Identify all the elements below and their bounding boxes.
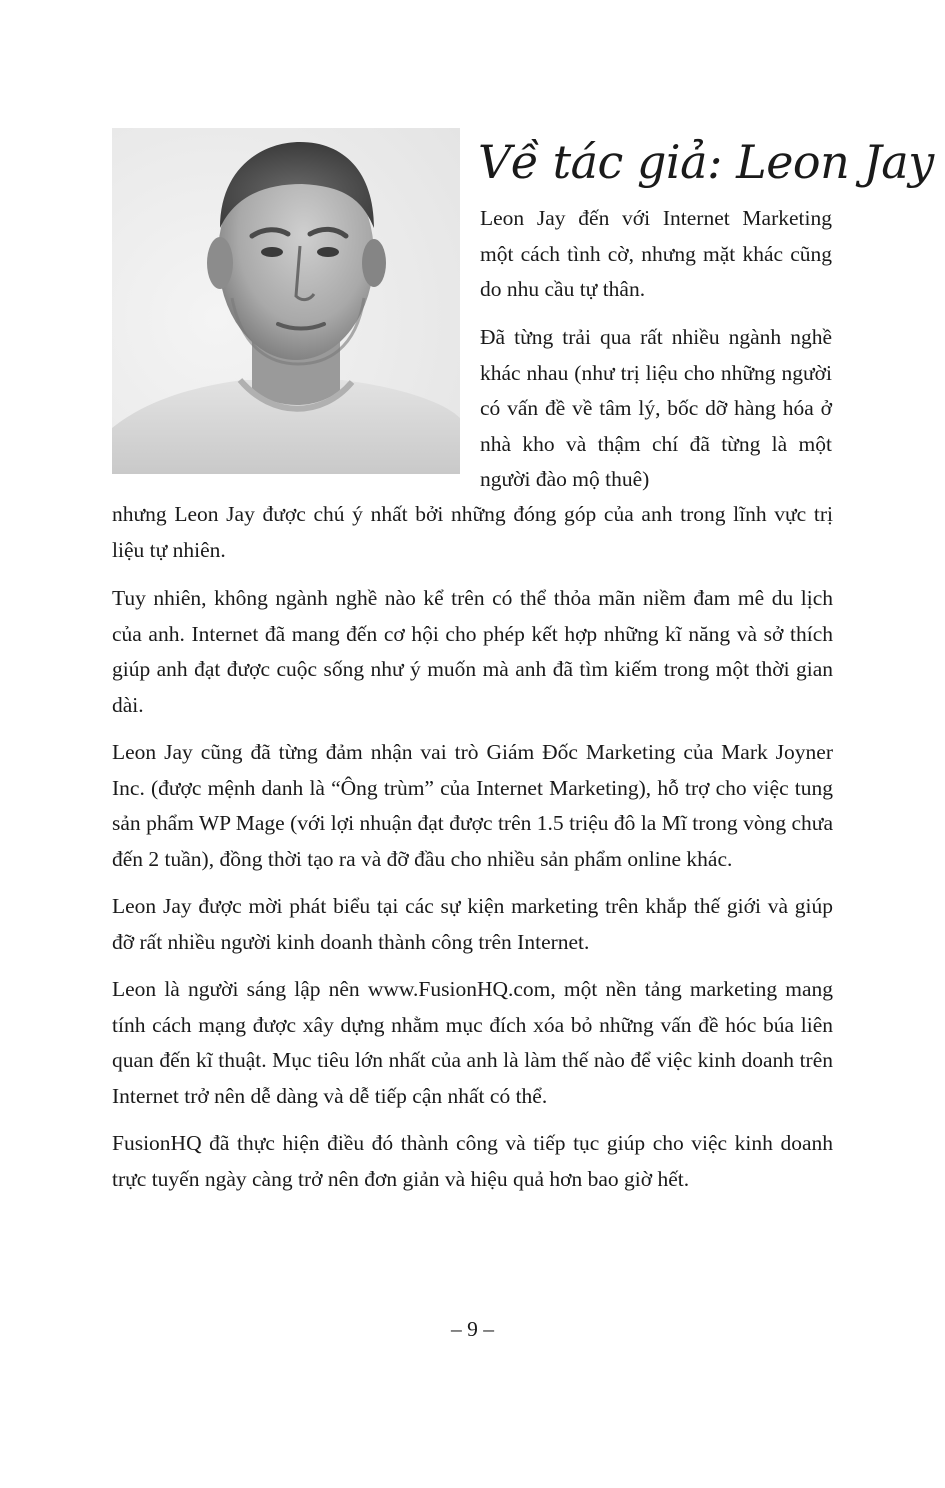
author-portrait-photo xyxy=(112,128,460,474)
intro-paragraph-1: Leon Jay đến với Internet Marketing một cách tình cờ, nhưng mặt khác cũng do nhu cầu tự thân. xyxy=(480,206,832,301)
body-paragraph-3: Leon Jay được mời phát biểu tại các sự kiện marketing trên khắp thế giới và giúp đỡ rất nhiều người kinh doanh thành công trên Internet. xyxy=(112,894,833,954)
body-paragraph-5: FusionHQ đã thực hiện điều đó thành công và tiếp tục giúp cho việc kinh doanh trực tuyến ngày càng trở nên đơn giản và hiệu quả hơn bao giờ hết. xyxy=(112,1131,833,1191)
body-paragraph-4: Leon là người sáng lập nên www.FusionHQ.com, một nền tảng marketing mang tính cách mạng được xây dựng nhằm mục đích xóa bỏ những vấn đề hóc búa liên quan đến kĩ thuật. Mục tiêu lớn nhất của anh là làm thế nào để việc kinh doanh trên Internet trở nên dễ dàng và dễ tiếp cận nhất có thể. xyxy=(112,977,833,1108)
body-paragraph-2: Leon Jay cũng đã từng đảm nhận vai trò Giám Đốc Marketing của Mark Joyner Inc. (được mệnh danh là “Ông trùm” của Internet Marketing), hỗ trợ cho việc tung sản phẩm WP Mage (với lợi nhuận đạt được trên 1.5 triệu đô la Mĩ trong vòng chưa đến 2 tuần), đồng thời tạo ra và đỡ đầu cho nhiều sản phẩm online khác. xyxy=(112,740,833,871)
body-paragraph-1: Tuy nhiên, không ngành nghề nào kể trên có thể thỏa mãn niềm đam mê du lịch của anh. Internet đã mang đến cơ hội cho phép kết hợp những kĩ năng và sở thích giúp anh đạt được cuộc sống như ý muốn mà anh đã tìm kiếm trong một thời gian dài. xyxy=(112,586,833,717)
intro-paragraph-2-continuation: nhưng Leon Jay được chú ý nhất bởi những đóng góp của anh trong lĩnh vực trị liệu tự nhiên. xyxy=(112,502,833,562)
page-title: Về tác giả: Leon Jay xyxy=(478,135,934,189)
author-portrait-drawing xyxy=(112,128,460,474)
intro-paragraph-2: Đã từng trải qua rất nhiều ngành nghề khác nhau (như trị liệu cho những người có vấn đề về tâm lý, bốc dỡ hàng hóa ở nhà kho và thậm chí đã từng là một người đào mộ thuê) xyxy=(480,325,832,491)
page-number: – 9 – xyxy=(451,1317,494,1341)
body-text xyxy=(112,497,833,1209)
